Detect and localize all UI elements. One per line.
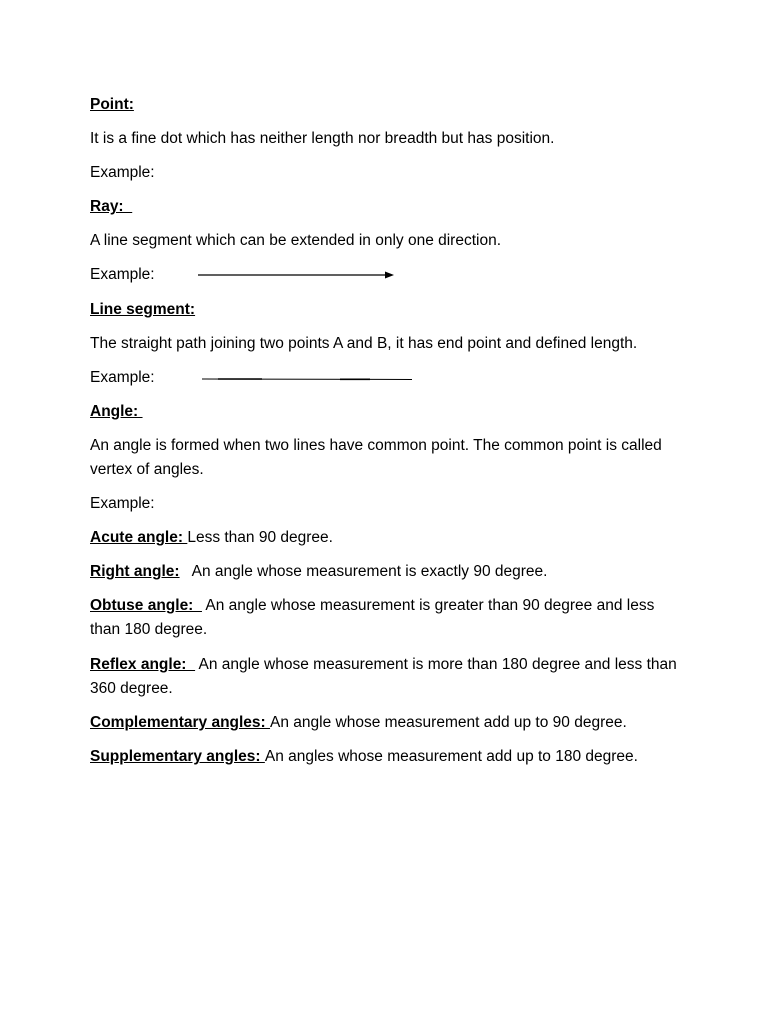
obtuse-angle-text: An angle whose measurement is greater than 90 degree and less than 180 degree. (90, 597, 659, 638)
ray-term: Ray: (90, 198, 133, 215)
angle-heading (90, 400, 143, 424)
line-segment-example-line (200, 373, 415, 385)
supplementary-angles-text: An angles whose measurement add up to 180 degree. (264, 748, 638, 765)
supplementary-angles-term: Supplementary angles: (90, 748, 265, 765)
point-definition: It is a fine dot which has neither length nor breadth but has position. (90, 130, 555, 147)
reflex-angle-entry (90, 653, 680, 701)
acute-angle-text: Less than 90 degree. (187, 529, 333, 546)
right-angle-term: Right angle: (90, 563, 180, 580)
ray-example-label: Example: (90, 266, 155, 283)
line-segment-definition: The straight path joining two points A and B, it has end point and defined length. (90, 335, 638, 352)
acute-angle-entry (90, 526, 333, 550)
point-example-label: Example: (90, 164, 155, 181)
reflex-angle-text: An angle whose measurement is more than 180 degree and less than 360 degree. (90, 656, 682, 697)
line-segment-example-label: Example: (90, 369, 155, 386)
right-angle-text: An angle whose measurement is exactly 90 degree. (179, 563, 548, 580)
ray-example-arrow (195, 268, 400, 282)
obtuse-angle-entry (90, 594, 680, 642)
reflex-angle-term: Reflex angle: (90, 656, 196, 673)
point-term: Point: (90, 96, 134, 113)
acute-angle-term: Acute angle: (90, 529, 188, 546)
angle-definition: An angle is formed when two lines have common point. The common point is called vertex of angles. (90, 437, 662, 478)
point-heading (90, 93, 134, 117)
complementary-angles-text: An angle whose measurement add up to 90 degree. (270, 714, 627, 731)
angle-term: Angle: (90, 403, 143, 420)
angle-example-label: Example: (90, 495, 155, 512)
supplementary-angles-entry (90, 745, 638, 769)
right-angle-entry (90, 560, 547, 584)
complementary-angles-entry (90, 711, 627, 735)
line-segment-term: Line segment: (90, 301, 196, 318)
complementary-angles-term: Complementary angles: (90, 714, 271, 731)
line-segment-heading (90, 298, 195, 322)
obtuse-angle-term: Obtuse angle: (90, 597, 202, 614)
ray-heading (90, 195, 132, 219)
ray-definition: A line segment which can be extended in only one direction. (90, 232, 502, 249)
